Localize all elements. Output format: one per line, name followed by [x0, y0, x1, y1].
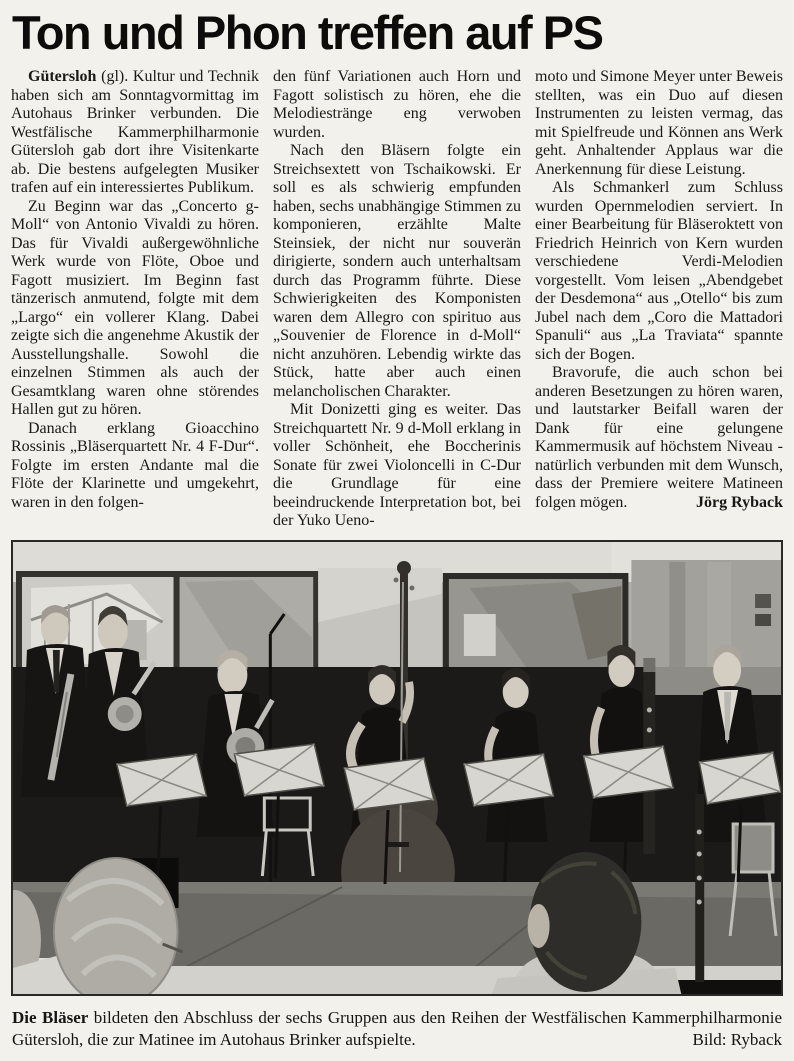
concert-photo — [11, 540, 783, 996]
article-paragraph: Zu Beginn war das „Concerto g-Moll“ von Antonio Vivaldi zu hören. Das für Vivaldi außergewöhnliche Werk wurde von Flöte, Oboe und Fagott musiziert. Im Beginn fast tänzerisch anmutend, folgte mit dem „Largo“ ein vollerer Klang. Dabei zeigte sich die angenehme Akustik der Ausstellungshalle. Sowohl die einzelnen Stimmen als auch der Gesamtklang waren ohne störendes Hallen gut zu hören. — [11, 197, 259, 419]
article-paragraph: Gütersloh (gl). Kultur und Technik haben sich am Sonntagvormittag im Autohaus Brinker verbunden. Die Westfälische Kammerphilharmonie Gütersloh gab dort ihre Visitenkarte ab. Die bestens aufgelegten Musiker trafen auf ein interessiertes Publikum. — [11, 68, 259, 197]
article-body — [10, 68, 784, 531]
photo-caption — [12, 1007, 782, 1050]
concert-photo-scene — [13, 542, 781, 994]
article-paragraph: Nach den Bläsern folgte ein Streichsextett von Tschaikowski. Er soll es als schwierig empfunden haben, sechs unabhängige Stimmen zu komponieren, erzählte Malte Steinsiek, der nicht nur souverän dirigierte, sondern auch unterhaltsam durch das Programm führte. Diese Schwierigkeiten des Komponisten waren dem Allegro con spirituo aus „Souvenier de Florence in d-Moll“ nicht anzuhören. Lebendig wirkte das Stück, hatte aber auch einen melancholischen Charakter. — [273, 142, 521, 400]
article-paragraph: Mit Donizetti ging es weiter. Das Streichquartett Nr. 9 d-Moll erklang in voller Schönheit, ehe Boccherinis Sonate für zwei Violoncelli in C-Dur die Grundlage für eine beeindruckende Interpretation bot, bei der Yuko Ueno- — [273, 401, 521, 530]
article-column-3 — [535, 68, 783, 531]
article-column-1 — [11, 68, 259, 531]
caption-text: bildeten den Abschluss der sechs Gruppen aus den Reihen der Westfälischen Kammerphilharmonie Gütersloh, die zur Matinee im Autohaus Brinker aufspielte. — [12, 1008, 782, 1049]
article-paragraph: moto und Simone Meyer unter Beweis stellten, was ein Duo auf diesen Instrumenten zu leisten vermag, das mit Spielfreude und Können ans Werk geht. Anhaltender Applaus war die Anerkennung für diese Leistung. — [535, 68, 783, 178]
article-paragraph: den fünf Variationen auch Horn und Fagott solistisch zu hören, ehe die Melodiestränge eng verwoben wurden. — [273, 68, 521, 141]
dateline: Gütersloh — [28, 68, 97, 86]
curtain — [318, 568, 442, 672]
photo-credit: Bild: Ryback — [682, 1029, 782, 1051]
window-center — [446, 576, 626, 678]
article-paragraph: Bravorufe, die auch schon bei anderen Besetzungen zu hören waren, und lautstarker Beifall waren der Dank für eine gelungene Kammermusik auf höchstem Niveau - natürlich verbunden mit dem Wunsch, dass der Premiere weitere Matineen folgen mögen. Jörg Ryback — [535, 364, 783, 511]
article-paragraph: Danach erklang Gioacchino Rossinis „Bläserquartett Nr. 4 F-Dur“. Folgte im ersten Andante mal die Flöte der Klarinette und umgekehrt, waren in den folgen- — [11, 419, 259, 511]
caption-lead: Die Bläser — [12, 1008, 89, 1028]
article-column-2 — [273, 68, 521, 531]
article-paragraph: Als Schmankerl zum Schluss wurden Opernmelodien serviert. In einer Bearbeitung für Bläseroktett von Friedrich Heinrich von Kern wurden verschiedene Verdi-Melodien vorgestellt. Vom leisen „Abendgebet der Desdemona“ aus „Otello“ bis zum Jubel nach dem „Coro die Mattadori Spanuli“ aus „La Traviata“ spannte sich der Bogen. — [535, 179, 783, 363]
headline: Ton und Phon treffen auf PS — [12, 6, 603, 59]
clarinet-upright — [695, 794, 704, 982]
author-byline: Jörg Ryback — [696, 493, 783, 511]
